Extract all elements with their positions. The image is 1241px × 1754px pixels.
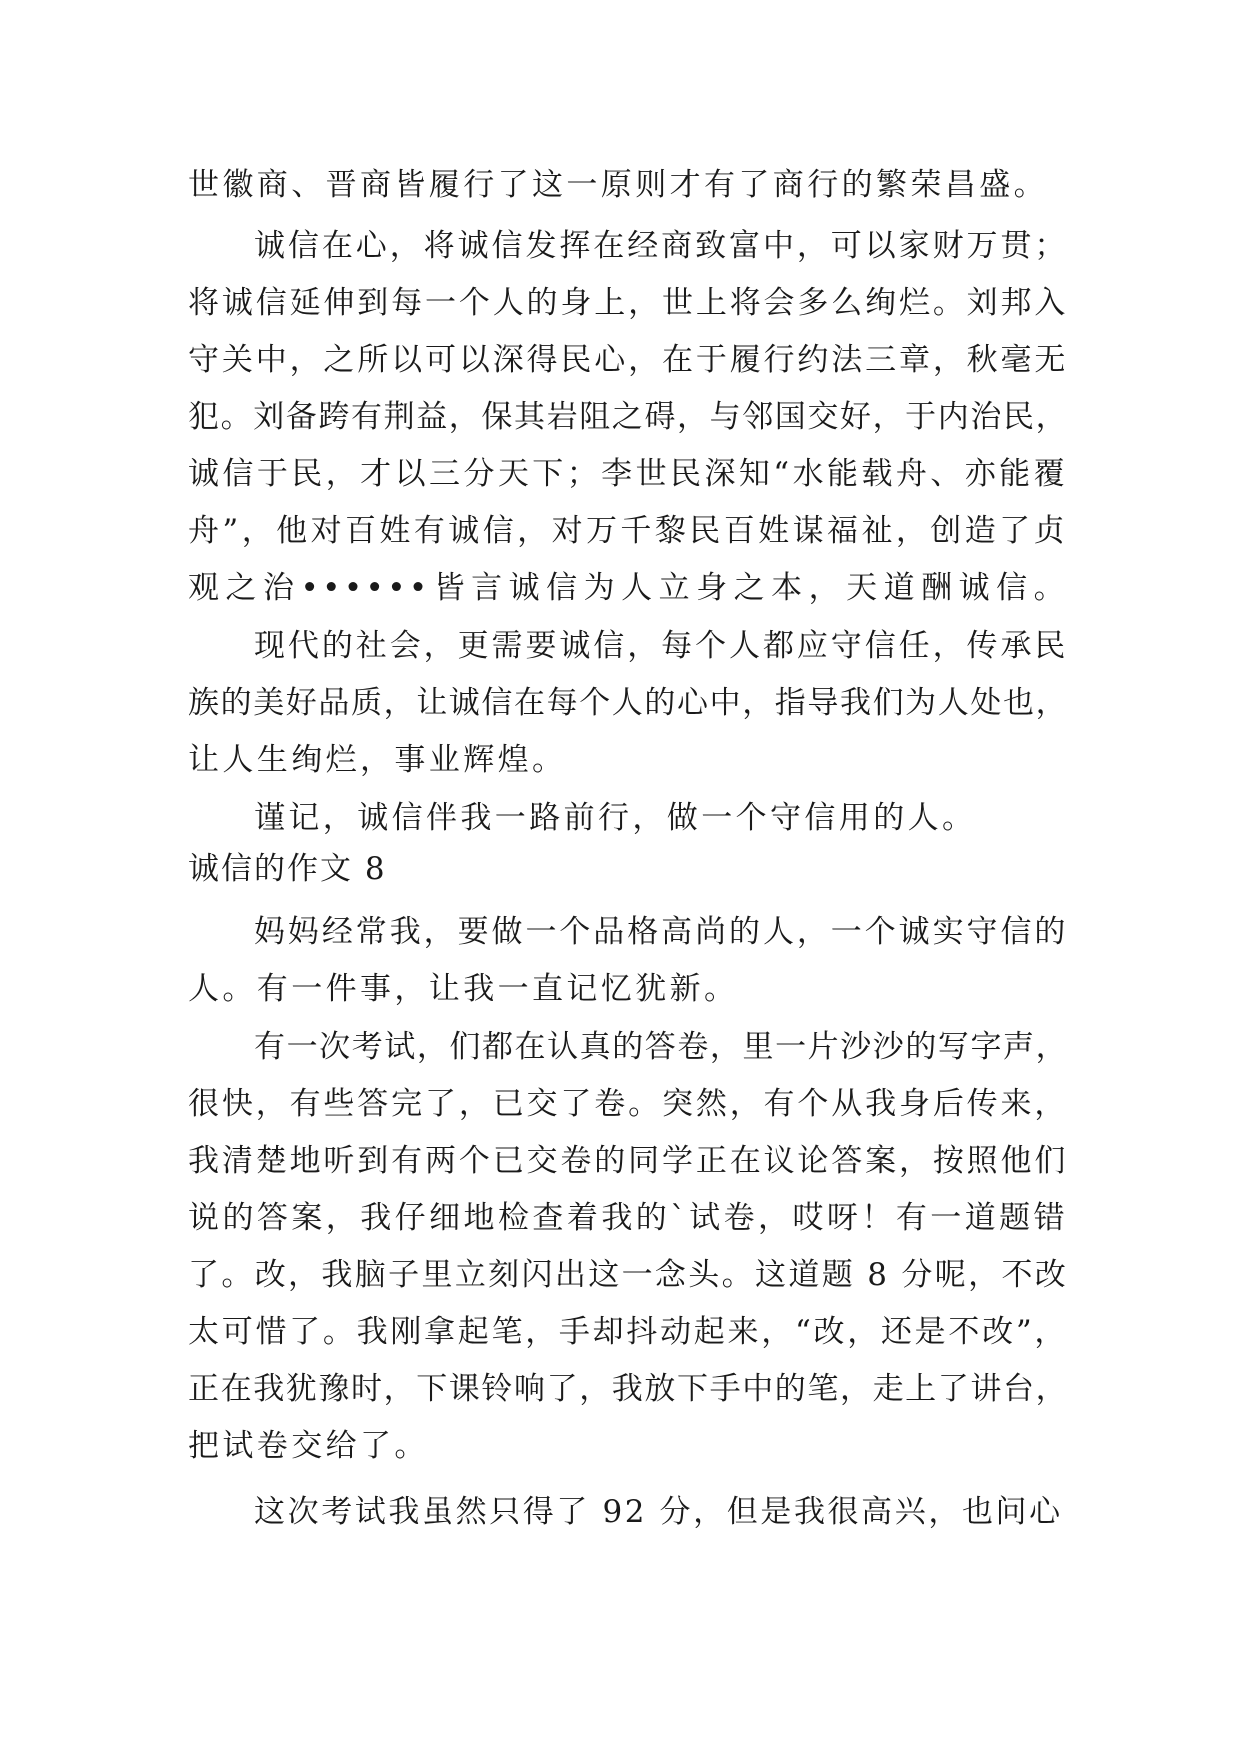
paragraph-line: 我清楚地听到有两个已交卷的同学正在议论答案，按照他们: [188, 1143, 1068, 1179]
paragraph-line: 犯。刘备跨有荆益，保其岩阻之碍，与邻国交好，于内治民，: [188, 399, 1068, 435]
paragraph-line: 人。有一件事，让我一直记忆犹新。: [188, 971, 739, 1007]
paragraph-line: 诚信于民，才以三分天下；李世民深知“水能载舟、亦能覆: [188, 456, 1068, 492]
paragraph-line: 妈妈经常我，要做一个品格高尚的人，一个诚实守信的: [254, 914, 1068, 950]
paragraph-line: 把试卷交给了。: [188, 1428, 429, 1464]
paragraph-line: 太可惜了。我刚拿起笔，手却抖动起来，“改，还是不改”，: [188, 1314, 1068, 1350]
paragraph-line: 谨记，诚信伴我一路前行，做一个守信用的人。: [254, 800, 977, 836]
paragraph-line: 诚信在心，将诚信发挥在经商致富中，可以家财万贯；: [254, 228, 1068, 264]
paragraph-line: 将诚信延伸到每一个人的身上，世上将会多么绚烂。刘邦入: [188, 285, 1068, 321]
section-heading: 诚信的作文 8: [188, 851, 387, 887]
paragraph-line: 说的答案，我仔细地检查着我的`试卷，哎呀！有一道题错: [188, 1200, 1068, 1236]
paragraph-line: 这次考试我虽然只得了 92 分，但是我很高兴，也问心: [254, 1494, 1063, 1530]
paragraph-line: 了。改，我脑子里立刻闪出这一念头。这道题 8 分呢，不改: [188, 1257, 1068, 1293]
paragraph-line: 很快，有些答完了，已交了卷。突然，有个从我身后传来，: [188, 1086, 1068, 1122]
paragraph-line: 现代的社会，更需要诚信，每个人都应守信任，传承民: [254, 628, 1068, 664]
paragraph-line: 守关中，之所以可以深得民心，在于履行约法三章，秋毫无: [188, 342, 1068, 378]
paragraph-line: 观之治••••••皆言诚信为人立身之本，天道酬诚信。: [188, 570, 1068, 606]
paragraph-line: 让人生绚烂，事业辉煌。: [188, 742, 567, 778]
paragraph-line: 有一次考试，们都在认真的答卷，里一片沙沙的写字声，: [254, 1029, 1068, 1065]
paragraph-line: 舟”，他对百姓有诚信，对万千黎民百姓谋福祉，创造了贞: [188, 513, 1068, 549]
paragraph-line: 正在我犹豫时，下课铃响了，我放下手中的笔，走上了讲台，: [188, 1371, 1068, 1407]
paragraph-line: 族的美好品质，让诚信在每个人的心中，指导我们为人处也，: [188, 685, 1068, 721]
paragraph-line: 世徽商、晋商皆履行了这一原则才有了商行的繁荣昌盛。: [188, 167, 1048, 203]
